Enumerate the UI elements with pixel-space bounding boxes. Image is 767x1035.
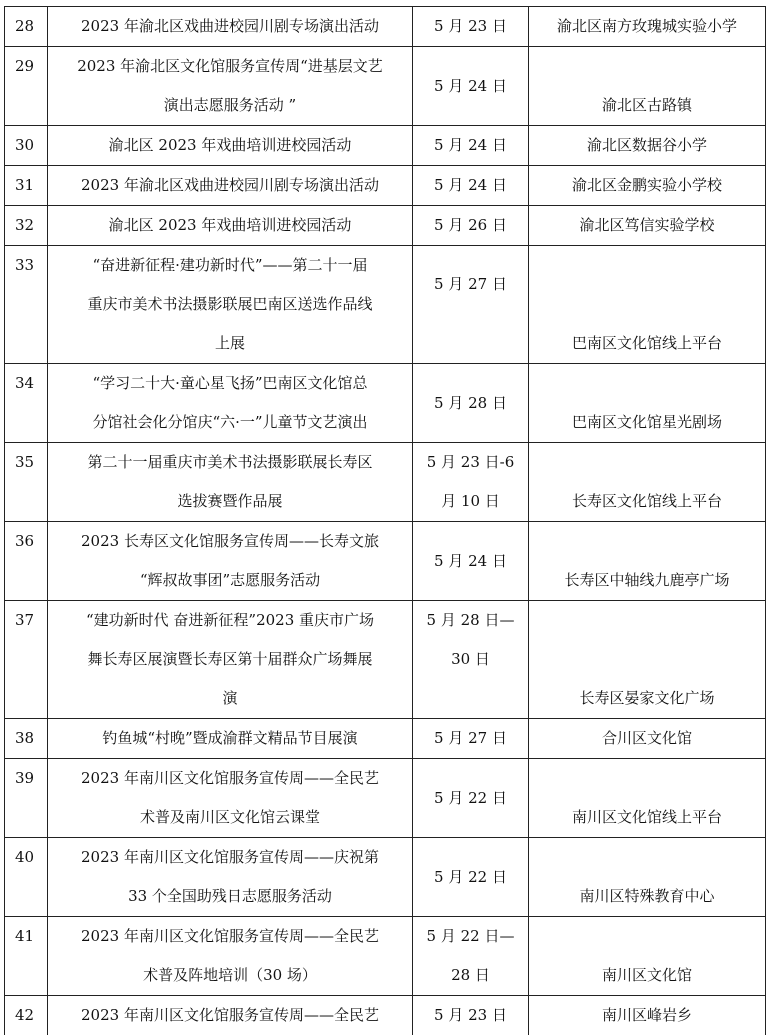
event-venue: 南川区文化馆线上平台 <box>529 759 766 838</box>
table-row <box>5 364 766 443</box>
event-name-cell <box>48 759 413 838</box>
event-venue: 长寿区晏家文化广场 <box>529 601 766 719</box>
table-row <box>5 7 766 47</box>
event-date-cell <box>413 443 529 522</box>
event-date-line: 5 月 23 日-6 <box>426 453 515 471</box>
row-number: 40 <box>5 838 48 917</box>
event-venue: 渝北区数据谷小学 <box>529 126 766 166</box>
event-date-line: 月 10 日 <box>441 492 500 510</box>
row-number: 39 <box>5 759 48 838</box>
event-name-line: 演出志愿服务活动 ” <box>163 96 297 114</box>
event-date-cell <box>413 7 529 47</box>
event-venue: 巴南区文化馆线上平台 <box>529 246 766 364</box>
table-row <box>5 443 766 522</box>
table-row <box>5 246 766 364</box>
event-date-line: 30 日 <box>451 650 490 668</box>
event-name-line: “学习二十大·童心星飞扬”巴南区文化馆总 <box>92 374 368 392</box>
event-name-line: 2023 年渝北区戏曲进校园川剧专场演出活动 <box>81 17 379 35</box>
event-name-line: 渝北区 2023 年戏曲培训进校园活动 <box>108 136 352 154</box>
row-number: 31 <box>5 166 48 206</box>
event-date-cell <box>413 126 529 166</box>
event-name-line: 2023 年渝北区戏曲进校园川剧专场演出活动 <box>81 176 379 194</box>
event-name-line: 2023 年南川区文化馆服务宣传周——全民艺 <box>81 927 379 945</box>
event-date-line: 5 月 28 日— <box>426 611 515 629</box>
event-name-cell <box>48 838 413 917</box>
event-date-cell <box>413 996 529 1035</box>
row-number: 30 <box>5 126 48 166</box>
event-venue: 合川区文化馆 <box>529 719 766 759</box>
event-venue: 长寿区中轴线九鹿亭广场 <box>529 522 766 601</box>
table-row <box>5 759 766 838</box>
event-name-cell <box>48 364 413 443</box>
event-date-line: 5 月 22 日 <box>434 788 507 807</box>
event-name-cell <box>48 206 413 246</box>
event-name-line: 钓鱼城“村晚”暨成渝群文精品节目展演 <box>102 729 358 747</box>
table-row <box>5 917 766 996</box>
event-date-cell <box>413 166 529 206</box>
row-number: 35 <box>5 443 48 522</box>
row-number: 32 <box>5 206 48 246</box>
event-name-line: 演 <box>222 689 238 707</box>
event-date-cell <box>413 206 529 246</box>
event-date-cell <box>413 917 529 996</box>
event-name-line: “辉叔故事团”志愿服务活动 <box>139 571 321 589</box>
row-number: 41 <box>5 917 48 996</box>
event-name-line: 第二十一届重庆市美术书法摄影联展长寿区 <box>87 453 373 471</box>
event-name-line: 2023 年南川区文化馆服务宣传周——庆祝第 <box>81 848 379 866</box>
event-date-cell <box>413 838 529 917</box>
event-venue: 渝北区金鹏实验小学校 <box>529 166 766 206</box>
event-name-cell <box>48 601 413 719</box>
event-venue: 渝北区南方玫瑰城实验小学 <box>529 7 766 47</box>
row-number: 28 <box>5 7 48 47</box>
event-date-cell <box>413 522 529 601</box>
table-row <box>5 206 766 246</box>
event-venue: 巴南区文化馆星光剧场 <box>529 364 766 443</box>
event-name-line: 选拔赛暨作品展 <box>177 492 283 510</box>
event-name-line: 渝北区 2023 年戏曲培训进校园活动 <box>108 216 352 234</box>
event-date-line: 5 月 24 日 <box>434 76 507 95</box>
event-name-cell <box>48 166 413 206</box>
event-name-line: “奋进新征程·建功新时代”——第二十一届 <box>92 256 368 274</box>
event-date-cell <box>413 47 529 126</box>
table-row <box>5 47 766 126</box>
event-name-cell <box>48 996 413 1035</box>
event-name-cell <box>48 719 413 759</box>
event-name-cell <box>48 522 413 601</box>
event-name-line: 重庆市美术书法摄影联展巴南区送选作品线 <box>87 295 373 313</box>
table-row <box>5 719 766 759</box>
event-date-line: 5 月 27 日 <box>434 729 507 747</box>
event-venue: 渝北区古路镇 <box>529 47 766 126</box>
event-name-line: 2023 年南川区文化馆服务宣传周——全民艺 <box>81 769 379 787</box>
event-name-line: 2023 年南川区文化馆服务宣传周——全民艺 <box>81 1006 379 1024</box>
event-name-cell <box>48 7 413 47</box>
table-row <box>5 838 766 917</box>
events-table-body <box>5 7 766 1035</box>
event-name-line: 分馆社会化分馆庆“六·一”儿童节文艺演出 <box>92 413 368 431</box>
table-row <box>5 126 766 166</box>
event-name-cell <box>48 126 413 166</box>
event-date-line: 5 月 28 日 <box>434 393 507 412</box>
table-row <box>5 522 766 601</box>
event-date-line: 5 月 23 日 <box>434 17 507 35</box>
event-name-line: 术普及阵地培训（30 场） <box>143 966 317 984</box>
event-name-line: 上展 <box>214 334 245 352</box>
event-name-cell <box>48 443 413 522</box>
event-name-cell <box>48 246 413 364</box>
event-date-cell <box>413 719 529 759</box>
event-date-line: 5 月 22 日— <box>426 927 515 945</box>
event-date-line: 5 月 24 日 <box>434 176 507 194</box>
event-date-cell <box>413 759 529 838</box>
table-row <box>5 166 766 206</box>
row-number: 36 <box>5 522 48 601</box>
event-date-cell <box>413 601 529 719</box>
row-number: 38 <box>5 719 48 759</box>
row-number: 33 <box>5 246 48 364</box>
event-date-line: 28 日 <box>451 966 490 984</box>
event-venue: 南川区文化馆 <box>529 917 766 996</box>
row-number: 37 <box>5 601 48 719</box>
events-table <box>4 6 766 1035</box>
event-name-line: 2023 年渝北区文化馆服务宣传周“进基层文艺 <box>77 57 383 75</box>
row-number: 42 <box>5 996 48 1035</box>
event-venue: 南川区峰岩乡 <box>529 996 766 1035</box>
event-date-line: 5 月 24 日 <box>434 136 507 154</box>
event-date-line: 5 月 23 日 <box>434 1006 507 1024</box>
event-date-cell <box>413 246 529 364</box>
event-name-cell <box>48 917 413 996</box>
event-name-line: 舞长寿区展演暨长寿区第十届群众广场舞展 <box>87 650 373 668</box>
event-name-cell <box>48 47 413 126</box>
row-number: 34 <box>5 364 48 443</box>
table-row <box>5 996 766 1035</box>
event-date-line: 5 月 26 日 <box>434 216 507 234</box>
event-name-line: “建功新时代 奋进新征程”2023 重庆市广场 <box>85 611 375 629</box>
event-date-cell <box>413 364 529 443</box>
event-date-line: 5 月 22 日 <box>434 867 507 886</box>
table-row <box>5 601 766 719</box>
event-venue: 南川区特殊教育中心 <box>529 838 766 917</box>
event-date-line: 5 月 27 日 <box>434 275 507 293</box>
event-venue: 渝北区笃信实验学校 <box>529 206 766 246</box>
row-number: 29 <box>5 47 48 126</box>
event-name-line: 33 个全国助残日志愿服务活动 <box>128 887 332 905</box>
event-name-line: 2023 长寿区文化馆服务宣传周——长寿文旅 <box>81 532 379 550</box>
event-name-line: 术普及南川区文化馆云课堂 <box>139 808 320 826</box>
event-venue: 长寿区文化馆线上平台 <box>529 443 766 522</box>
event-date-line: 5 月 24 日 <box>434 551 507 570</box>
